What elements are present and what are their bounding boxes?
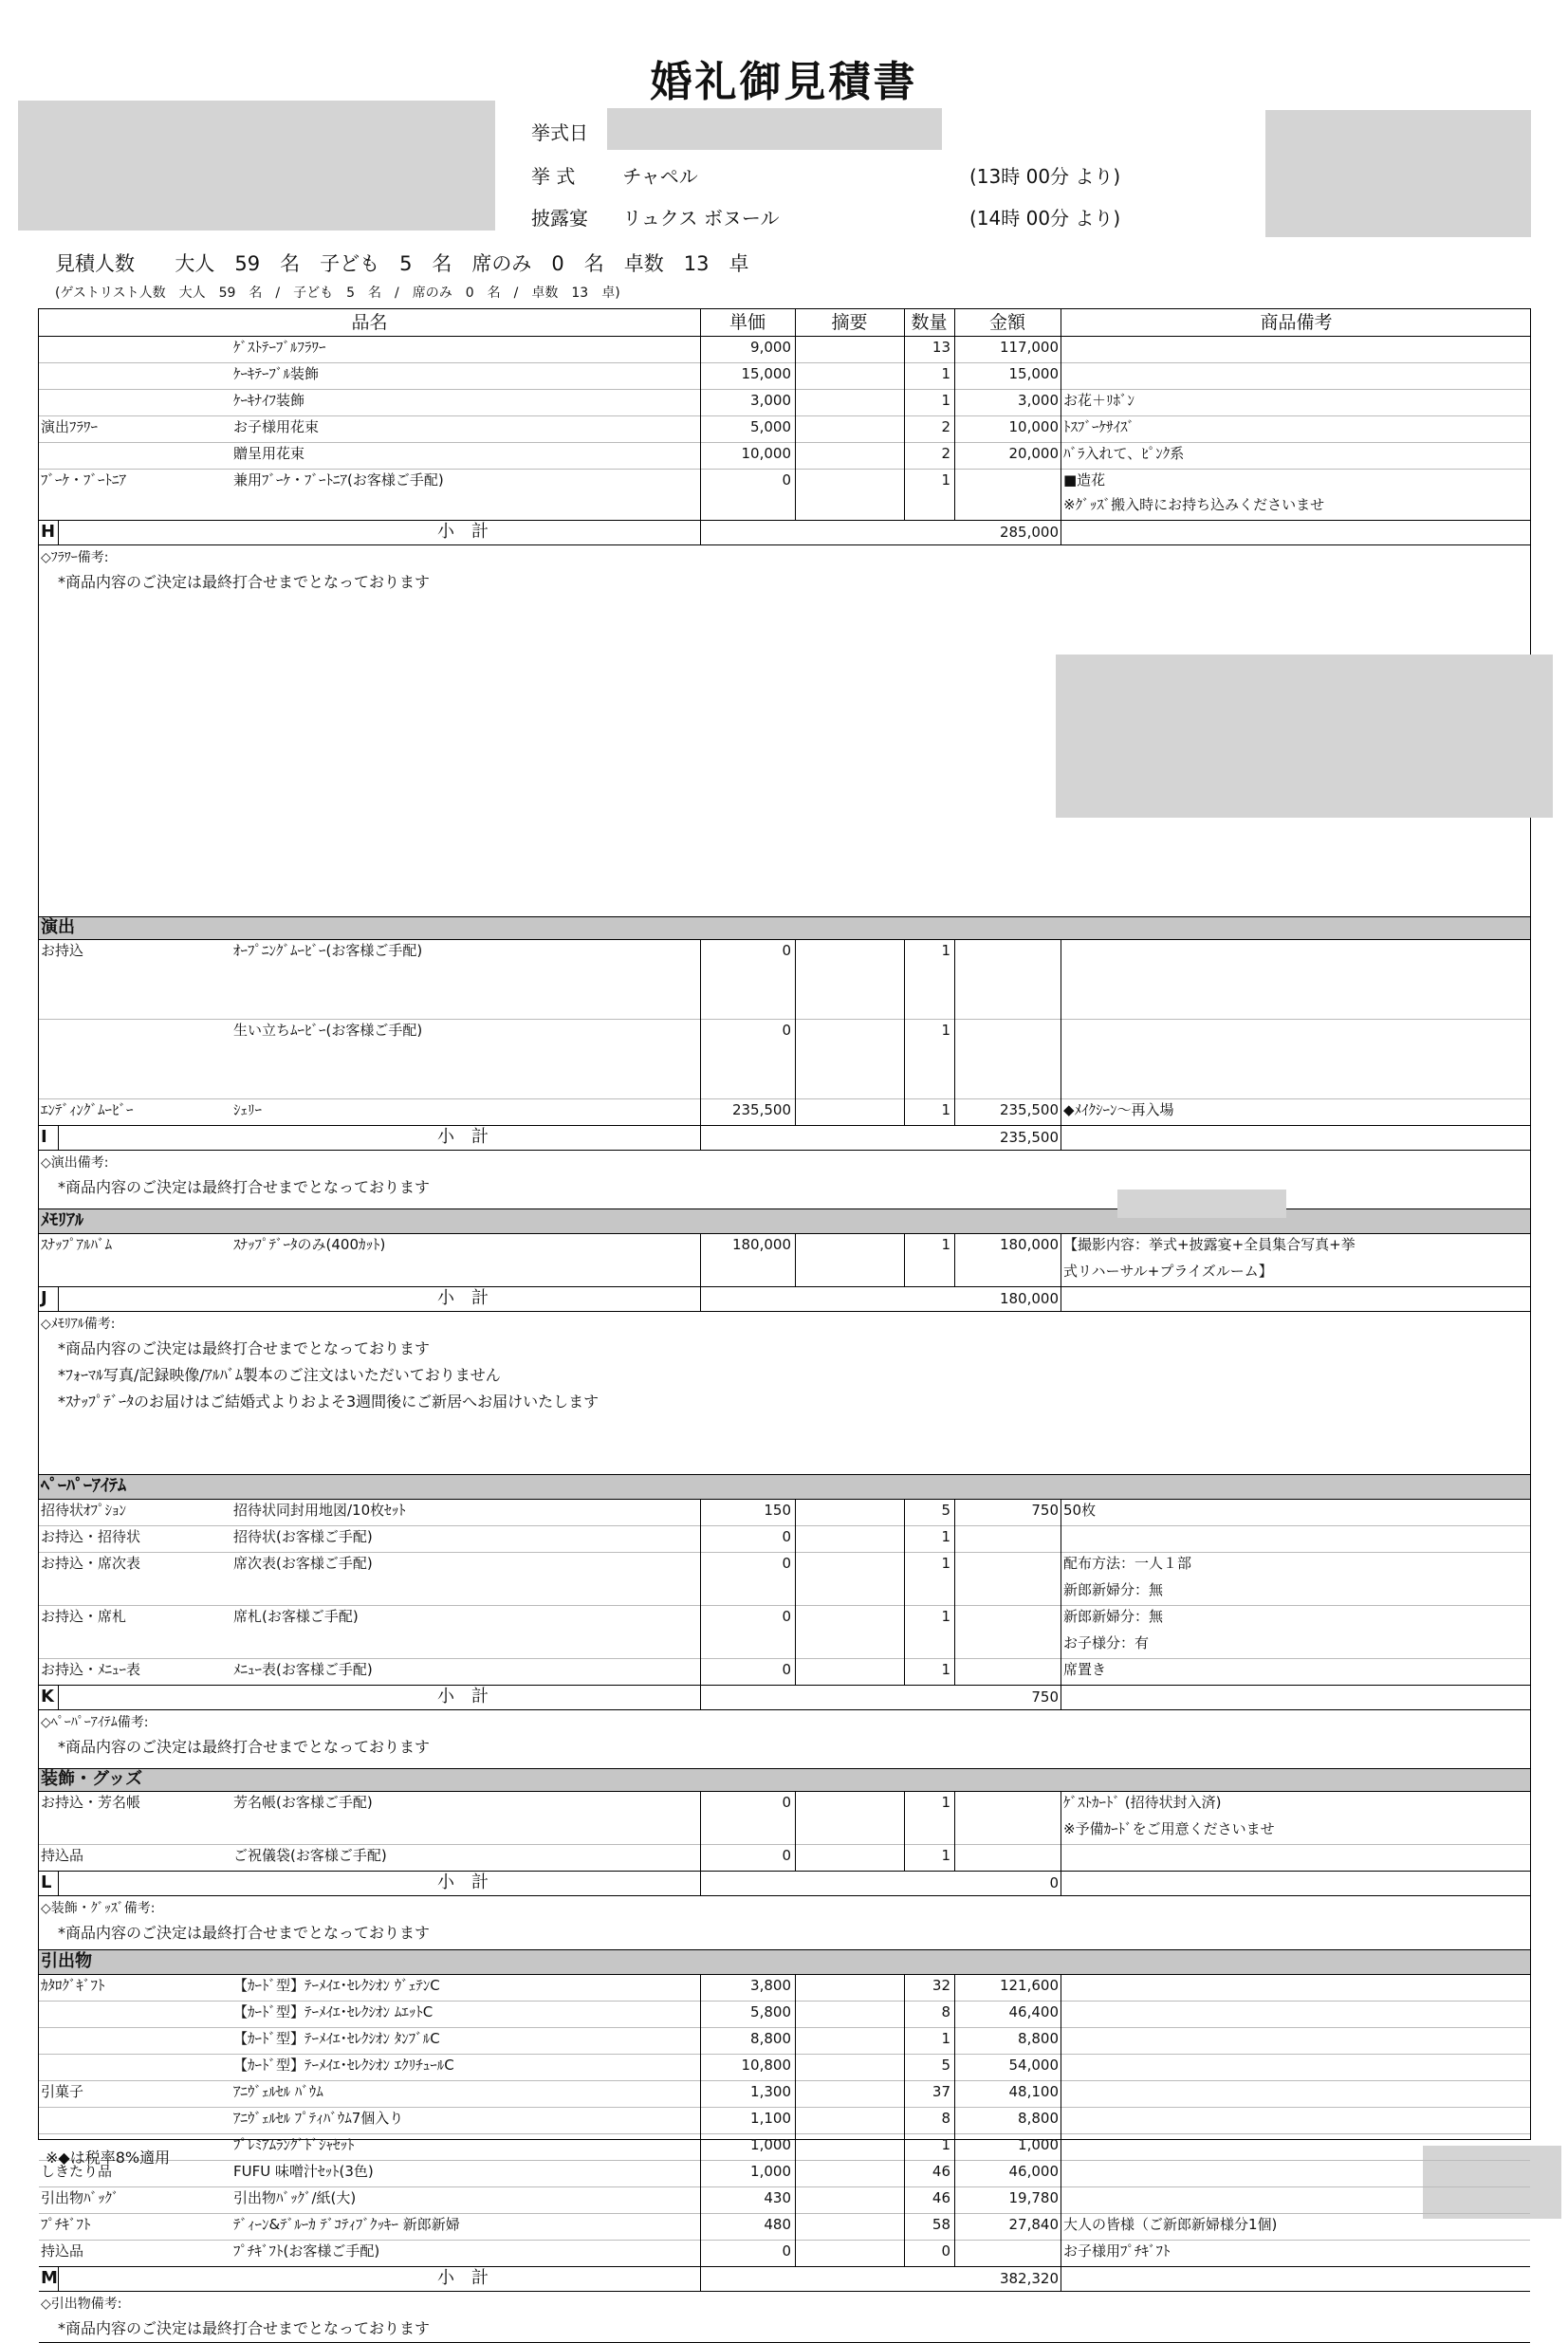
row-divider (39, 1286, 1530, 1287)
row-divider (39, 2027, 1530, 2028)
row-amount: 8,800 (1018, 2030, 1059, 2047)
row-divider (39, 2054, 1530, 2055)
row-unit-price: 3,000 (750, 392, 791, 409)
row-unit-price: 180,000 (731, 1236, 791, 1253)
row-divider (39, 2213, 1530, 2214)
section-band: ﾍﾟｰﾊﾟｰｱｲﾃﾑ (39, 1474, 1530, 1499)
row-quantity: 5 (941, 2057, 950, 2074)
row-category: 演出ﾌﾗﾜｰ (41, 418, 99, 435)
row-item-name: ﾌﾟﾚﾐｱﾑﾗﾝｸﾞﾄﾞｼｬｾｯﾄ (233, 2136, 355, 2153)
row-amount: 1,000 (1018, 2136, 1059, 2153)
row-unit-price: 480 (764, 2216, 791, 2233)
row-remark: ﾊﾞﾗ入れて、ﾋﾟﾝｸ系 (1063, 445, 1185, 462)
redacted-block-date (607, 108, 942, 150)
column-divider (904, 1974, 905, 2266)
column-divider (700, 1685, 701, 1709)
column-header: 単価 (729, 312, 766, 333)
column-header: 摘要 (831, 312, 868, 333)
row-quantity: 1 (941, 1794, 950, 1811)
column-divider (904, 1791, 905, 1871)
row-item-name: 引出物ﾊﾞｯｸﾞ/紙(大) (233, 2189, 357, 2206)
row-unit-price: 15,000 (741, 365, 791, 382)
row-item-name: ご祝儀袋(お客様ご手配) (233, 1847, 387, 1864)
row-category: 引菓子 (41, 2083, 84, 2100)
section-band: 演出 (39, 916, 1530, 939)
row-quantity: 5 (941, 1502, 950, 1519)
row-amount: 10,000 (1008, 418, 1059, 435)
subtotal-amount: 0 (1049, 1874, 1059, 1891)
row-amount: 117,000 (999, 339, 1059, 356)
row-item-name: ｱﾆｳﾞｪﾙｾﾙ ﾌﾟﾃｨﾊﾞｳﾑ7個入り (233, 2110, 404, 2127)
row-remark: 50枚 (1063, 1502, 1097, 1519)
row-divider (39, 1499, 1530, 1500)
row-remark-line2: お子様分：有 (1063, 1634, 1150, 1651)
row-quantity: 46 (932, 2189, 950, 2206)
row-unit-price: 0 (782, 1608, 791, 1625)
row-quantity: 1 (941, 942, 950, 959)
notes-line: *商品内容のご決定は最終打合せまでとなっております (58, 1178, 431, 1196)
subtotal-key: K (41, 1687, 54, 1707)
row-amount: 750 (1031, 1502, 1059, 1519)
row-item-name: ﾃﾞｨｰﾝ&ﾃﾞﾙｰｶ ﾃﾞｺﾃｨﾌﾞｸｯｷｰ 新郎新婦 (233, 2216, 460, 2233)
row-item-name: 【ｶｰﾄﾞ型】ﾃｰﾒｲｴ･ｾﾚｸｼｵﾝ ﾑｴｯﾄC (233, 2003, 434, 2020)
row-divider (39, 1685, 1530, 1686)
row-quantity: 1 (941, 1661, 950, 1678)
subtotal-label: 小 計 (437, 2268, 489, 2288)
row-divider (39, 2240, 1530, 2241)
row-quantity: 1 (941, 1847, 950, 1864)
column-divider (954, 1974, 955, 2266)
row-divider (39, 2291, 1530, 2292)
row-quantity: 1 (941, 392, 950, 409)
row-divider (39, 2080, 1530, 2081)
row-divider (39, 1208, 1530, 1209)
row-remark: ◆ﾒｲｸｼｰﾝ～再入場 (1063, 1101, 1174, 1118)
row-item-name: ｹﾞｽﾄﾃｰﾌﾞﾙﾌﾗﾜｰ (233, 339, 326, 356)
notes-title: ◇演出備考: (41, 1155, 109, 1171)
row-item-name: 芳名帳(お客様ご手配) (233, 1794, 373, 1811)
row-divider (39, 1125, 1530, 1126)
subtotal-amount: 285,000 (999, 524, 1059, 541)
notes-title: ◇引出物備考: (41, 2297, 122, 2312)
notes-title: ◇装飾・ｸﾞｯｽﾞ備考: (41, 1901, 156, 1916)
guest-list-count-line: (ゲストリスト人数 大人 59 名 / 子ども 5 名 / 席のみ 0 名 / 卓数 13 卓) (55, 286, 620, 301)
row-quantity: 1 (941, 1022, 950, 1039)
column-divider (700, 336, 701, 520)
column-divider (904, 1499, 905, 1685)
row-divider (39, 1658, 1530, 1659)
row-unit-price: 9,000 (750, 339, 791, 356)
estimate-count-line: 見積人数 大人 59 名 子ども 5 名 席のみ 0 名 卓数 13 卓 (55, 252, 749, 275)
column-divider (700, 520, 701, 544)
row-unit-price: 430 (764, 2189, 791, 2206)
column-divider (58, 1125, 59, 1150)
subtotal-key: J (41, 1288, 47, 1308)
page-title: 婚礼御見積書 (650, 58, 918, 106)
notes-line: *商品内容のご決定は最終打合せまでとなっております (58, 573, 431, 591)
reception-time: (14時 00分 より) (969, 207, 1121, 230)
row-unit-price: 1,000 (750, 2136, 791, 2153)
row-amount: 54,000 (1008, 2057, 1059, 2074)
row-divider (39, 2001, 1530, 2002)
notes-line: *ﾌｫｰﾏﾙ写真/記録映像/ｱﾙﾊﾞﾑ製本のご注文はいただいておりません (58, 1366, 501, 1384)
subtotal-amount: 235,500 (999, 1129, 1059, 1146)
notes-line: *商品内容のご決定は最終打合せまでとなっております (58, 1339, 431, 1357)
row-divider (39, 1605, 1530, 1606)
ceremony-label: 挙 式 (531, 165, 576, 188)
column-divider (954, 336, 955, 520)
redacted-block-bottom (1423, 2146, 1561, 2219)
column-divider (58, 1286, 59, 1311)
row-amount: 15,000 (1008, 365, 1059, 382)
subtotal-key: L (41, 1873, 52, 1892)
row-divider (39, 1311, 1530, 1312)
row-unit-price: 3,800 (750, 1977, 791, 1994)
row-item-name: ｹｰｷﾃｰﾌﾞﾙ装飾 (233, 365, 320, 382)
section-band: 装飾・グッズ (39, 1768, 1530, 1791)
row-divider (39, 520, 1530, 521)
row-quantity: 2 (941, 418, 950, 435)
row-quantity: 1 (941, 1101, 950, 1118)
row-unit-price: 5,800 (750, 2003, 791, 2020)
row-category: ｽﾅｯﾌﾟｱﾙﾊﾞﾑ (41, 1236, 113, 1253)
column-divider (700, 309, 701, 336)
row-unit-price: 1,000 (750, 2163, 791, 2180)
row-remark: ﾄｽﾌﾞｰｹｻｲｽﾞ (1063, 418, 1135, 435)
row-divider (39, 336, 1530, 337)
section-band: 引出物 (39, 1949, 1530, 1974)
row-divider (39, 1895, 1530, 1896)
row-category: 引出物ﾊﾞｯｸﾞ (41, 2189, 120, 2206)
row-item-name: 招待状同封用地図/10枚ｾｯﾄ (233, 1502, 406, 1519)
row-remark: お子様用ﾌﾟﾁｷﾞﾌﾄ (1063, 2242, 1171, 2260)
flower-remark-extra: ※ｸﾞｯｽﾞ搬入時にお持ち込みくださいませ (1063, 496, 1325, 513)
row-category: 招待状ｵﾌﾟｼｮﾝ (41, 1502, 127, 1519)
row-amount: 3,000 (1018, 392, 1059, 409)
row-quantity: 13 (932, 339, 950, 356)
column-divider (795, 309, 796, 336)
row-amount: 180,000 (999, 1236, 1059, 1253)
row-divider (39, 1474, 1530, 1475)
subtotal-amount: 180,000 (999, 1290, 1059, 1307)
ceremony-time: (13時 00分 より) (969, 165, 1121, 188)
row-divider (39, 362, 1530, 363)
row-item-name: 【ｶｰﾄﾞ型】ﾃｰﾒｲｴ･ｾﾚｸｼｵﾝ ｳﾞｪﾃﾝC (233, 1977, 440, 1994)
column-divider (954, 1791, 955, 1871)
row-divider (39, 1949, 1530, 1950)
row-remark: 新郎新婦分：無 (1063, 1608, 1164, 1625)
row-divider (39, 1844, 1530, 1845)
row-category: ｴﾝﾃﾞｨﾝｸﾞﾑｰﾋﾞｰ (41, 1101, 134, 1118)
column-divider (904, 939, 905, 1125)
notes-line: *商品内容のご決定は最終打合せまでとなっております (58, 2319, 431, 2337)
redacted-block-staging (1056, 655, 1553, 818)
column-divider (58, 520, 59, 544)
row-remark: お花＋ﾘﾎﾞﾝ (1063, 392, 1135, 409)
column-divider (700, 1499, 701, 1685)
row-quantity: 1 (941, 1528, 950, 1545)
row-divider (39, 916, 1530, 917)
tax-footnote: ※◆は税率8%適用 (46, 2149, 171, 2167)
row-remark: 席置き (1063, 1661, 1107, 1678)
row-divider (39, 939, 1530, 940)
column-divider (954, 1233, 955, 1286)
ceremony-info (531, 161, 698, 189)
row-quantity: 1 (941, 1236, 950, 1253)
column-divider (795, 1233, 796, 1286)
notes-title: ◇ﾌﾗﾜｰ備考: (41, 550, 109, 565)
row-category: お持込・芳名帳 (41, 1794, 141, 1811)
row-unit-price: 0 (782, 1794, 791, 1811)
row-unit-price: 235,500 (731, 1101, 791, 1118)
row-amount: 19,780 (1008, 2189, 1059, 2206)
reception-venue: リュクス ボヌール (622, 207, 780, 230)
column-divider (58, 1685, 59, 1709)
column-header: 商品備考 (1260, 312, 1333, 333)
row-item-name: ｱﾆｳﾞｪﾙｾﾙ ﾊﾞｳﾑ (233, 2083, 323, 2100)
column-divider (700, 939, 701, 1125)
row-remark-line2: ※予備ｶｰﾄﾞをご用意くださいませ (1063, 1820, 1275, 1837)
row-divider (39, 1525, 1530, 1526)
subtotal-amount: 750 (1031, 1688, 1059, 1706)
row-item-name: 【ｶｰﾄﾞ型】ﾃｰﾒｲｴ･ｾﾚｸｼｵﾝ ﾀﾝﾌﾞﾙC (233, 2030, 440, 2047)
subtotal-amount: 382,320 (999, 2270, 1059, 2287)
row-unit-price: 150 (764, 1502, 791, 1519)
row-divider (39, 1791, 1530, 1792)
column-divider (795, 939, 796, 1125)
subtotal-key: M (41, 2268, 58, 2288)
row-item-name: 贈呈用花束 (233, 445, 305, 462)
row-category: お持込・席札 (41, 1608, 127, 1625)
column-divider (904, 1233, 905, 1286)
row-unit-price: 0 (782, 1555, 791, 1572)
subtotal-key: I (41, 1127, 47, 1147)
row-divider (39, 415, 1530, 416)
ceremony-venue: チャペル (622, 165, 698, 188)
row-category: ﾌﾞｰｹ・ﾌﾞｰﾄﾆｱ (41, 471, 127, 489)
row-unit-price: 0 (782, 1022, 791, 1039)
row-unit-price: 0 (782, 471, 791, 489)
row-unit-price: 0 (782, 2242, 791, 2260)
subtotal-label: 小 計 (437, 522, 489, 542)
row-item-name: ﾌﾟﾁｷﾞﾌﾄ(お客様ご手配) (233, 2242, 380, 2260)
column-divider (700, 2266, 701, 2291)
row-quantity: 1 (941, 365, 950, 382)
row-amount: 46,400 (1008, 2003, 1059, 2020)
notes-line: *商品内容のご決定は最終打合せまでとなっております (58, 1924, 431, 1942)
row-item-name: ｽﾅｯﾌﾟﾃﾞｰﾀのみ(400ｶｯﾄ) (233, 1236, 386, 1253)
row-item-name: ｵｰﾌﾟﾆﾝｸﾞﾑｰﾋﾞｰ(お客様ご手配) (233, 942, 423, 959)
row-amount: 8,800 (1018, 2110, 1059, 2127)
row-item-name: 席次表(お客様ご手配) (233, 1555, 373, 1572)
row-category: お持込・席次表 (41, 1555, 141, 1572)
row-remark: ｹﾞｽﾄｶｰﾄﾞ (招待状封入済) (1063, 1794, 1222, 1811)
row-item-name: お子様用花束 (233, 418, 320, 435)
subtotal-label: 小 計 (437, 1687, 489, 1707)
row-quantity: 1 (941, 471, 950, 489)
row-divider (39, 1019, 1530, 1020)
row-divider (39, 442, 1530, 443)
row-quantity: 1 (941, 1555, 950, 1572)
row-quantity: 46 (932, 2163, 950, 2180)
column-header: 数量 (911, 312, 948, 333)
row-unit-price: 0 (782, 942, 791, 959)
subtotal-key: H (41, 522, 56, 542)
row-unit-price: 1,300 (750, 2083, 791, 2100)
subtotal-label: 小 計 (437, 1288, 489, 1308)
row-divider (39, 1974, 1530, 1975)
column-divider (700, 1871, 701, 1895)
notes-line: *商品内容のご決定は最終打合せまでとなっております (58, 1738, 431, 1756)
row-quantity: 58 (932, 2216, 950, 2233)
row-quantity: 1 (941, 2136, 950, 2153)
row-category: 持込品 (41, 1847, 84, 1864)
column-divider (795, 1974, 796, 2266)
row-divider (39, 1098, 1530, 1099)
column-divider (904, 309, 905, 336)
row-unit-price: 1,100 (750, 2110, 791, 2127)
row-divider (39, 469, 1530, 470)
redacted-block-paper (1117, 1190, 1286, 1218)
row-unit-price: 0 (782, 1661, 791, 1678)
row-divider (39, 1552, 1530, 1553)
row-item-name: ﾒﾆｭｰ表(お客様ご手配) (233, 1661, 373, 1678)
row-amount: 20,000 (1008, 445, 1059, 462)
row-item-name: 【ｶｰﾄﾞ型】ﾃｰﾒｲｴ･ｾﾚｸｼｵﾝ ｴｸﾘﾁｭｰﾙC (233, 2057, 454, 2074)
subtotal-label: 小 計 (437, 1873, 489, 1892)
column-divider (700, 1233, 701, 1286)
column-divider (954, 939, 955, 1125)
row-item-name: ｹｰｷﾅｲﾌ装飾 (233, 392, 305, 409)
redacted-block-right (1265, 110, 1531, 237)
row-category: ﾌﾟﾁｷﾞﾌﾄ (41, 2216, 91, 2233)
row-quantity: 2 (941, 445, 950, 462)
column-divider (700, 1125, 701, 1150)
row-quantity: 8 (941, 2110, 950, 2127)
column-header: 品名 (351, 312, 388, 333)
row-quantity: 0 (941, 2242, 950, 2260)
row-item-name: 兼用ﾌﾞｰｹ・ﾌﾞｰﾄﾆｱ(お客様ご手配) (233, 471, 444, 489)
row-quantity: 1 (941, 1608, 950, 1625)
section-band: ﾒﾓﾘｱﾙ (39, 1208, 1530, 1233)
row-category: お持込・招待状 (41, 1528, 141, 1545)
row-quantity: 32 (932, 1977, 950, 1994)
row-category: お持込 (41, 942, 84, 959)
row-divider (39, 1233, 1530, 1234)
row-unit-price: 10,800 (741, 2057, 791, 2074)
row-divider (39, 2266, 1530, 2267)
column-header: 金額 (988, 312, 1025, 333)
row-quantity: 37 (932, 2083, 950, 2100)
row-amount: 235,500 (999, 1101, 1059, 1118)
column-divider (904, 336, 905, 520)
notes-title: ◇ﾍﾟｰﾊﾟｰｱｲﾃﾑ備考: (41, 1715, 149, 1730)
row-item-name: 席札(お客様ご手配) (233, 1608, 359, 1625)
row-divider (39, 2133, 1530, 2134)
notes-line: *ｽﾅｯﾌﾟﾃﾞｰﾀのお届けはご結婚式よりおよそ3週間後にご新居へお届けいたします (58, 1393, 600, 1411)
row-remark: 配布方法：一人１部 (1063, 1555, 1192, 1572)
redacted-block-left (18, 101, 495, 231)
row-item-name: 招待状(お客様ご手配) (233, 1528, 373, 1545)
row-divider (39, 2186, 1530, 2187)
row-unit-price: 10,000 (741, 445, 791, 462)
row-quantity: 8 (941, 2003, 950, 2020)
row-category: ｶﾀﾛｸﾞｷﾞﾌﾄ (41, 1977, 105, 1994)
ceremony-date-label: 挙式日 (531, 121, 588, 144)
row-unit-price: 0 (782, 1528, 791, 1545)
row-divider (39, 389, 1530, 390)
row-category: 持込品 (41, 2242, 84, 2260)
row-amount: 46,000 (1008, 2163, 1059, 2180)
row-unit-price: 8,800 (750, 2030, 791, 2047)
column-divider (795, 1791, 796, 1871)
column-divider (700, 1791, 701, 1871)
column-divider (700, 1286, 701, 1311)
reception-label: 披露宴 (531, 207, 588, 230)
column-divider (58, 2266, 59, 2291)
row-divider (39, 1871, 1530, 1872)
row-remark: ■造花 (1063, 471, 1106, 489)
column-divider (58, 1871, 59, 1895)
row-item-name: FUFU 味噌汁ｾｯﾄ(3色) (233, 2163, 374, 2180)
column-divider (954, 1499, 955, 1685)
row-unit-price: 0 (782, 1847, 791, 1864)
row-divider (39, 2160, 1530, 2161)
reception-info (531, 203, 780, 231)
row-amount: 48,100 (1008, 2083, 1059, 2100)
row-remark: 【撮影内容：挙式+披露宴+全員集合写真+挙 (1063, 1236, 1356, 1253)
row-category: お持込・ﾒﾆｭｰ表 (41, 1661, 141, 1678)
column-divider (700, 1974, 701, 2266)
column-divider (795, 1499, 796, 1685)
row-divider (39, 544, 1530, 545)
row-amount: 121,600 (999, 1977, 1059, 1994)
column-divider (795, 336, 796, 520)
row-divider (39, 2107, 1530, 2108)
subtotal-label: 小 計 (437, 1127, 489, 1147)
notes-title: ◇ﾒﾓﾘｱﾙ備考: (41, 1317, 116, 1332)
row-category: しきたり品 (41, 2163, 113, 2180)
column-divider (954, 309, 955, 336)
row-divider (39, 1150, 1530, 1151)
row-remark-line2: 式リハーサル+プライズルーム】 (1063, 1263, 1273, 1280)
row-unit-price: 5,000 (750, 418, 791, 435)
row-amount: 27,840 (1008, 2216, 1059, 2233)
row-divider (39, 1709, 1530, 1710)
row-remark-line2: 新郎新婦分：無 (1063, 1581, 1164, 1598)
row-item-name: 生い立ちﾑｰﾋﾞｰ(お客様ご手配) (233, 1022, 423, 1039)
row-remark: 大人の皆様（ご新郎新婦様分1個) (1063, 2216, 1278, 2233)
row-quantity: 1 (941, 2030, 950, 2047)
row-divider (39, 1768, 1530, 1769)
row-item-name: ｼｪﾘｰ (233, 1101, 263, 1118)
